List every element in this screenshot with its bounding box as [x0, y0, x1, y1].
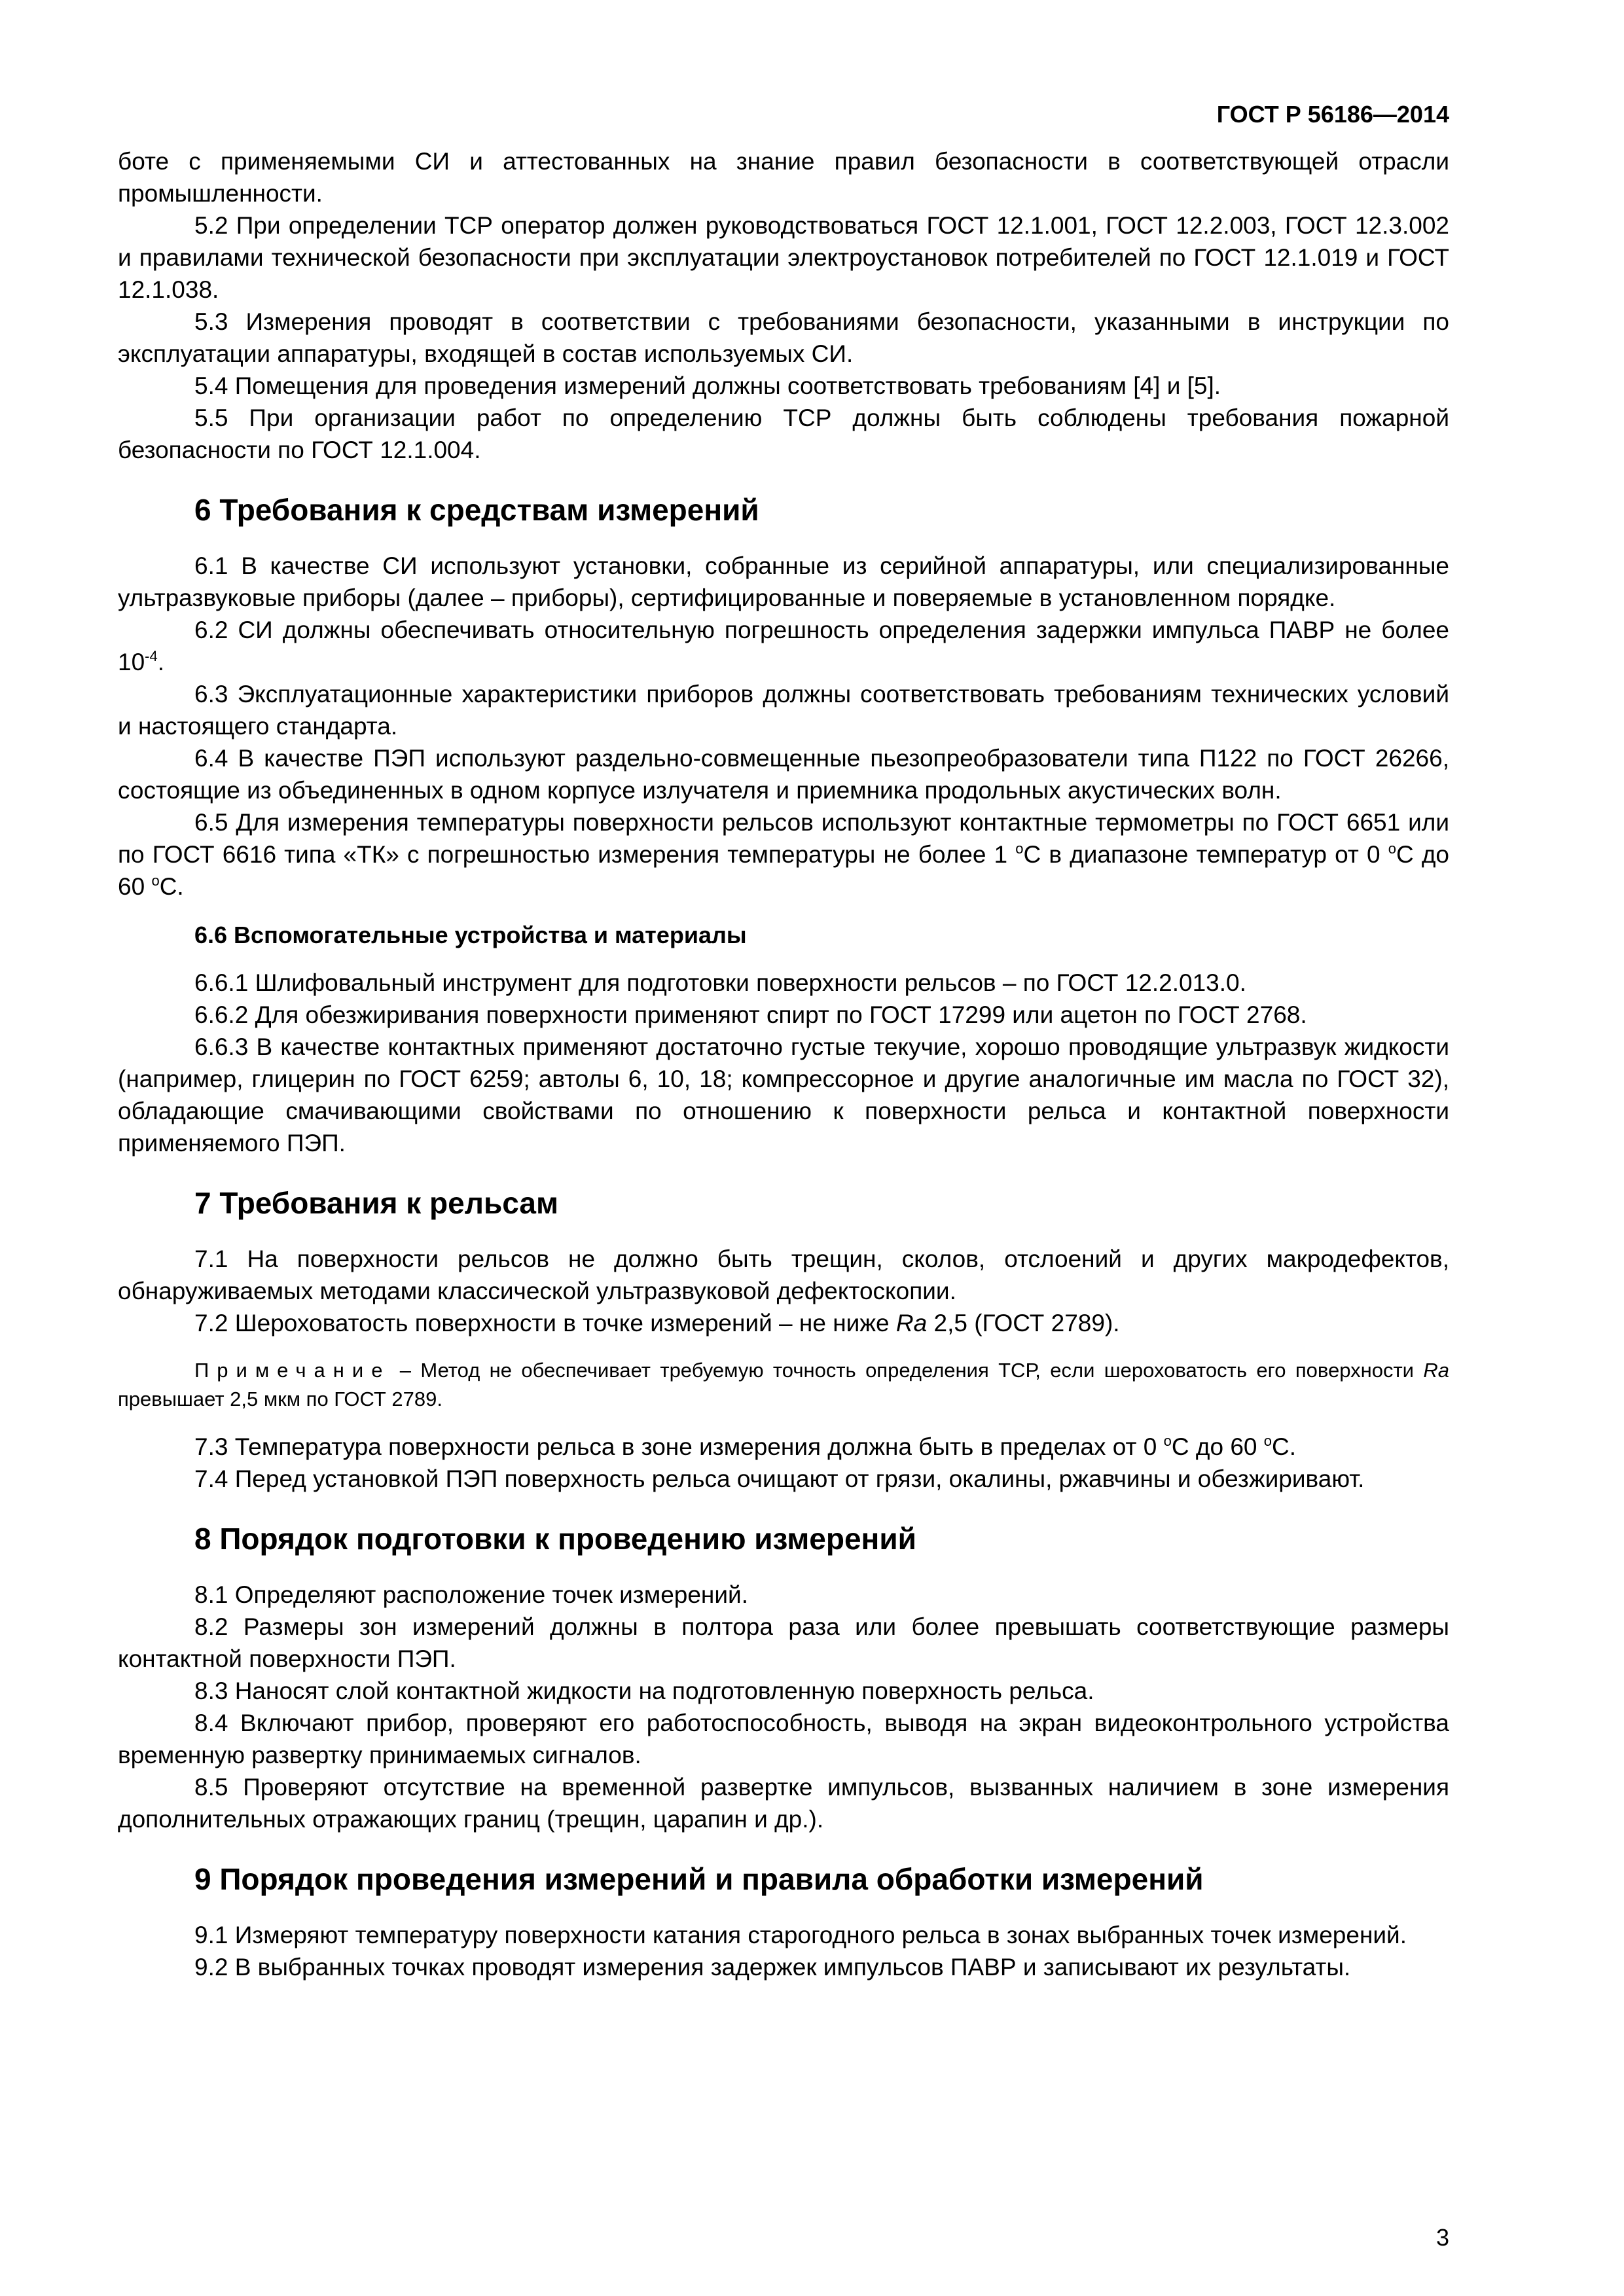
section-8-heading: 8 Порядок подготовки к проведению измерений — [194, 1522, 916, 1556]
paragraph-6-3: 6.3 Эксплуатационные характеристики приборов должны соответствовать требованиям технических условий и настоящего стандарта. — [118, 681, 1449, 740]
section-6-heading: 6 Требования к средствам измерений — [194, 493, 759, 527]
paragraph-6-5 — [118, 806, 1449, 903]
degree-superscript: о — [1388, 840, 1396, 857]
note-label: Примечание — [194, 1359, 391, 1382]
paragraph-6-6-2: 6.6.2 Для обезжиривания поверхности применяют спирт по ГОСТ 17299 или ацетон по ГОСТ 2768. — [194, 1001, 1307, 1028]
paragraph-7-3-text: С. — [1272, 1433, 1297, 1460]
paragraph-8-2: 8.2 Размеры зон измерений должны в полтора раза или более превышать соответствующие размеры контактной поверхности ПЭП. — [118, 1613, 1449, 1672]
roughness-symbol: Ra — [1423, 1359, 1449, 1382]
paragraph-5-1-continuation: боте с применяемыми СИ и аттестованных на знание правил безопасности в соответствующей отрасли промышленности. — [118, 148, 1449, 207]
degree-superscript: о — [1015, 840, 1024, 857]
paragraph-5-2: 5.2 При определении ТСР оператор должен руководствоваться ГОСТ 12.1.001, ГОСТ 12.2.003, ГОСТ 12.3.002 и правилами технической безопасности при эксплуатации электроустановок потребителей по ГОСТ 12.1.019 и ГОСТ 12.1.038. — [118, 212, 1449, 303]
paragraph-6-2 — [118, 614, 1449, 678]
paragraph-9-1: 9.1 Измеряют температуру поверхности катания старогодного рельса в зонах выбранных точек измерений. — [194, 1922, 1407, 1948]
paragraph-6-5-text: С в диапазоне температур от 0 — [1023, 841, 1388, 868]
section-7-heading: 7 Требования к рельсам — [194, 1186, 558, 1220]
paragraph-6-2-end: . — [157, 649, 164, 675]
paragraph-9-2: 9.2 В выбранных точках проводят измерения задержек импульсов ПАВР и записывают их результаты. — [194, 1954, 1351, 1981]
paragraph-6-2-text: 6.2 СИ должны обеспечивать относительную погрешность определения задержки импульса ПАВР не более 10 — [118, 617, 1449, 675]
paragraph-6-6-1: 6.6.1 Шлифовальный инструмент для подготовки поверхности рельсов – по ГОСТ 12.2.013.0. — [194, 969, 1246, 996]
degree-superscript: о — [1163, 1433, 1172, 1449]
exponent-superscript: -4 — [145, 648, 158, 664]
paragraph-5-5: 5.5 При организации работ по определению ТСР должны быть соблюдены требования пожарной безопасности по ГОСТ 12.1.004. — [118, 404, 1449, 463]
paragraph-7-2-text: 7.2 Шероховатость поверхности в точке измерений – не ниже — [194, 1310, 896, 1336]
paragraph-8-5: 8.5 Проверяют отсутствие на временной развертке импульсов, вызванных наличием в зоне измерения дополнительных отражающих границ (трещин, царапин и др.). — [118, 1774, 1449, 1833]
paragraph-7-3 — [118, 1431, 1449, 1463]
document-code-header: ГОСТ Р 56186—2014 — [1216, 101, 1449, 128]
subsection-6-6-heading: 6.6 Вспомогательные устройства и материалы — [194, 922, 747, 948]
document-page — [118, 92, 1449, 2251]
paragraph-6-6-3: 6.6.3 В качестве контактных применяют достаточно густые текучие, хорошо проводящие ультразвук жидкости (например, глицерин по ГОСТ 6259; автолы 6, 10, 18; компрессорное и другие аналогичные им масла по ГОСТ 32), обладающие смачивающими свойствами по отношению к поверхности рельса и контактной поверхности применяемого ПЭП. — [118, 1033, 1449, 1157]
paragraph-6-5-text: С до 60 — [118, 841, 1449, 900]
paragraph-7-2 — [118, 1307, 1449, 1339]
paragraph-5-4: 5.4 Помещения для проведения измерений должны соответствовать требованиям [4] и [5]. — [194, 372, 1221, 399]
paragraph-5-3: 5.3 Измерения проводят в соответствии с требованиями безопасности, указанными в инструкции по эксплуатации аппаратуры, входящей в состав используемых СИ. — [118, 308, 1449, 367]
roughness-symbol: Ra — [895, 1310, 928, 1336]
paragraph-6-1: 6.1 В качестве СИ используют установки, собранные из серийной аппаратуры, или специализированные ультразвуковые приборы (далее – приборы), сертифицированные и поверяемые в установленном порядке. — [118, 552, 1449, 611]
paragraph-6-5-text: 6.5 Для измерения температуры поверхности рельсов используют контактные термометры по ГОСТ 6651 или по ГОСТ 6616 типа «ТК» с погрешностью измерения температуры не более 1 — [118, 809, 1449, 868]
paragraph-7-3-text: 7.3 Температура поверхности рельса в зоне измерения должна быть в пределах от 0 — [194, 1433, 1164, 1460]
paragraph-6-5-text: С. — [159, 873, 184, 900]
paragraph-8-3: 8.3 Наносят слой контактной жидкости на подготовленную поверхность рельса. — [194, 1677, 1094, 1704]
paragraph-7-2-text: 2,5 (ГОСТ 2789). — [927, 1310, 1120, 1336]
degree-superscript: о — [151, 872, 160, 889]
paragraph-7-3-text: С до 60 — [1171, 1433, 1264, 1460]
paragraph-8-1: 8.1 Определяют расположение точек измерений. — [194, 1581, 748, 1608]
paragraph-6-4: 6.4 В качестве ПЭП используют раздельно-совмещенные пьезопреобразователи типа П122 по ГОСТ 26266, состоящие из объединенных в одном корпусе излучателя и приемника продольных акустических волн. — [118, 745, 1449, 804]
section-9-heading: 9 Порядок проведения измерений и правила обработки измерений — [194, 1862, 1204, 1896]
degree-superscript: о — [1263, 1433, 1272, 1449]
paragraph-8-4: 8.4 Включают прибор, проверяют его работоспособность, выводя на экран видеоконтрольного устройства временную развертку принимаемых сигналов. — [118, 1710, 1449, 1768]
note-text: – Метод не обеспечивает требуемую точность определения ТСР, если шероховатость его поверхности — [390, 1359, 1424, 1382]
page-number: 3 — [1435, 2224, 1449, 2251]
paragraph-7-1: 7.1 На поверхности рельсов не должно быть трещин, сколов, отслоений и других макродефектов, обнаруживаемых методами классической ультразвуковой дефектоскопии. — [118, 1246, 1449, 1304]
note-text: превышает 2,5 мкм по ГОСТ 2789. — [118, 1388, 442, 1410]
note-paragraph — [118, 1356, 1449, 1414]
paragraph-7-4: 7.4 Перед установкой ПЭП поверхность рельса очищают от грязи, окалины, ржавчины и обезжиривают. — [194, 1465, 1365, 1492]
